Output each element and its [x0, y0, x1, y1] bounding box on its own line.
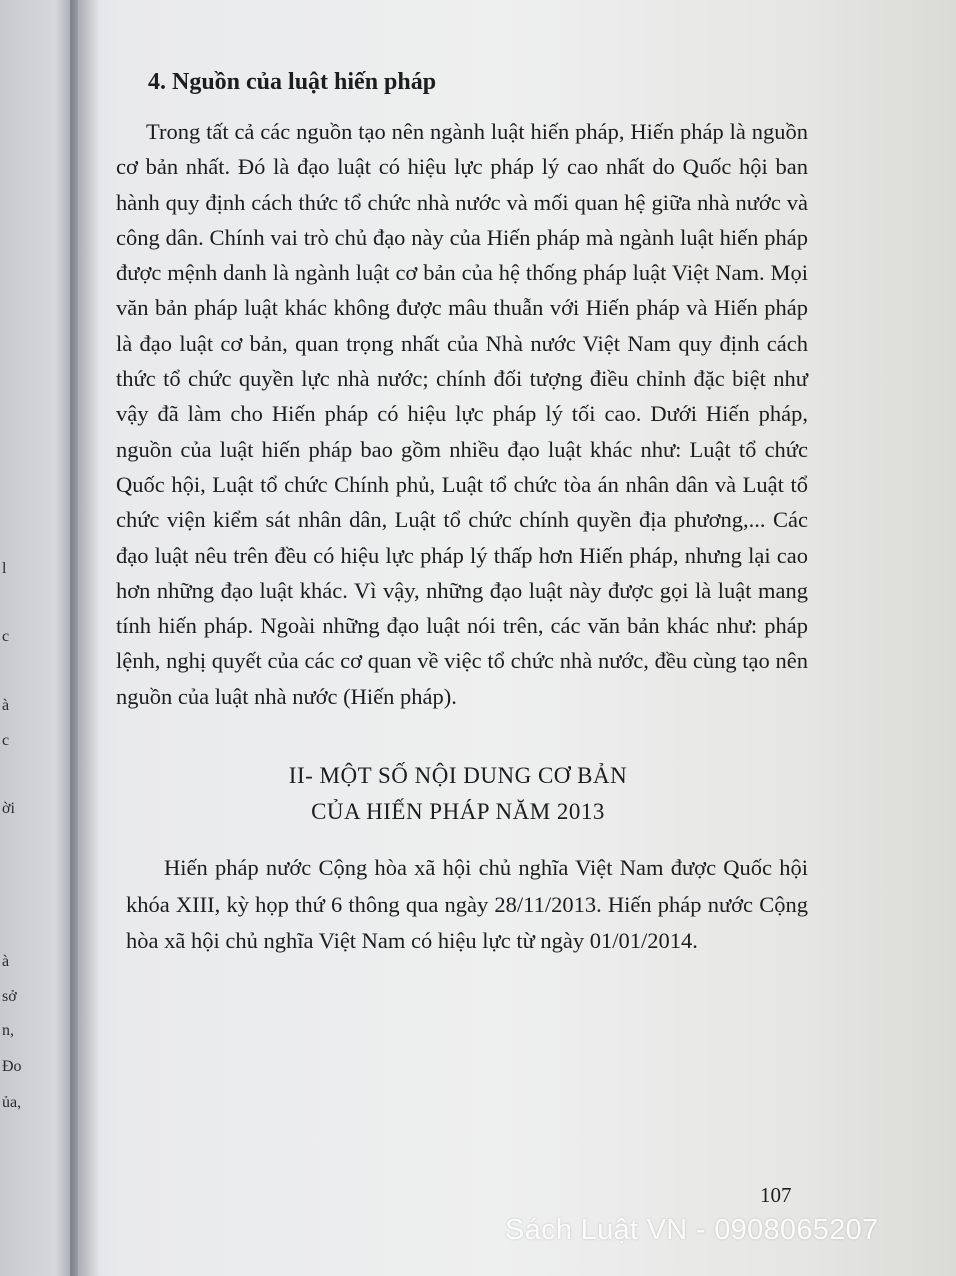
previous-page-edge-text	[0, 0, 20, 1276]
edge-glyph: ủa,	[2, 1094, 22, 1111]
watermark: Sách Luật VN - 0908065207	[505, 1214, 879, 1246]
edge-glyph: ời	[2, 800, 15, 817]
body-paragraph-2	[108, 850, 808, 960]
edge-glyph: à	[2, 953, 10, 970]
book-gutter-shadow	[70, 0, 100, 1276]
edge-glyph: c	[2, 732, 10, 749]
edge-glyph: l	[2, 560, 7, 577]
part-title	[108, 758, 808, 830]
body-paragraph-1	[108, 114, 808, 714]
book-page	[108, 62, 808, 960]
page-number: 107	[760, 1183, 792, 1207]
part-title-line-2: CỦA HIẾN PHÁP NĂM 2013	[311, 799, 605, 825]
edge-glyph: sở	[2, 988, 17, 1005]
edge-glyph: n,	[2, 1022, 14, 1039]
part-title-line-1: II- MỘT SỐ NỘI DUNG CƠ BẢN	[288, 763, 628, 789]
section-heading: 4. Nguồn của luật hiến pháp	[148, 69, 437, 95]
edge-glyph: c	[2, 628, 10, 645]
edge-glyph: à	[2, 697, 10, 714]
body-paragraph-1-text: Trong tất cả các nguồn tạo nên ngành luật hiến pháp, Hiến pháp là nguồn cơ bản nhất. Đó là đạo luật có hiệu lực pháp lý cao nhất do Quốc hội ban hành quy định cách thức tổ chức nhà nước và mối quan hệ giữa nhà nước và công dân. Chính vai trò chủ đạo này của Hiến pháp mà ngành luật hiến pháp được mệnh danh là ngành luật cơ bản của hệ thống pháp luật Việt Nam. Mọi văn bản pháp luật khác không được mâu thuẫn với Hiến pháp và Hiến pháp là đạo luật cơ bản, quan trọng nhất của Nhà nước Việt Nam quy định cách thức tổ chức quyền lực nhà nước; chính đối tượng điều chỉnh đặc biệt như vậy đã làm cho Hiến pháp có hiệu lực pháp lý tối cao. Dưới Hiến pháp, nguồn của luật hiến pháp bao gồm nhiều đạo luật khác như: Luật tổ chức Quốc hội, Luật tổ chức Chính phủ, Luật tổ chức tòa án nhân dân và Luật tổ chức viện kiểm sát nhân dân, Luật tổ chức chính quyền địa phương,... Các đạo luật nêu trên đều có hiệu lực pháp lý thấp hơn Hiến pháp, nhưng lại cao hơn những đạo luật khác. Vì vậy, những đạo luật này được gọi là luật mang tính hiến pháp. Ngoài những đạo luật nói trên, các văn bản khác như: pháp lệnh, nghị quyết của các cơ quan về việc tổ chức nhà nước, đều cùng tạo nên nguồn của luật nhà nước (Hiến pháp).	[116, 119, 808, 709]
edge-glyph: Đo	[2, 1058, 22, 1075]
body-paragraph-2-text: Hiến pháp nước Cộng hòa xã hội chủ nghĩa Việt Nam được Quốc hội khóa XIII, kỳ họp thứ 6 thông qua ngày 28/11/2013. Hiến pháp nước Cộng hòa xã hội chủ nghĩa Việt Nam có hiệu lực từ ngày 01/01/2014.	[126, 855, 808, 954]
